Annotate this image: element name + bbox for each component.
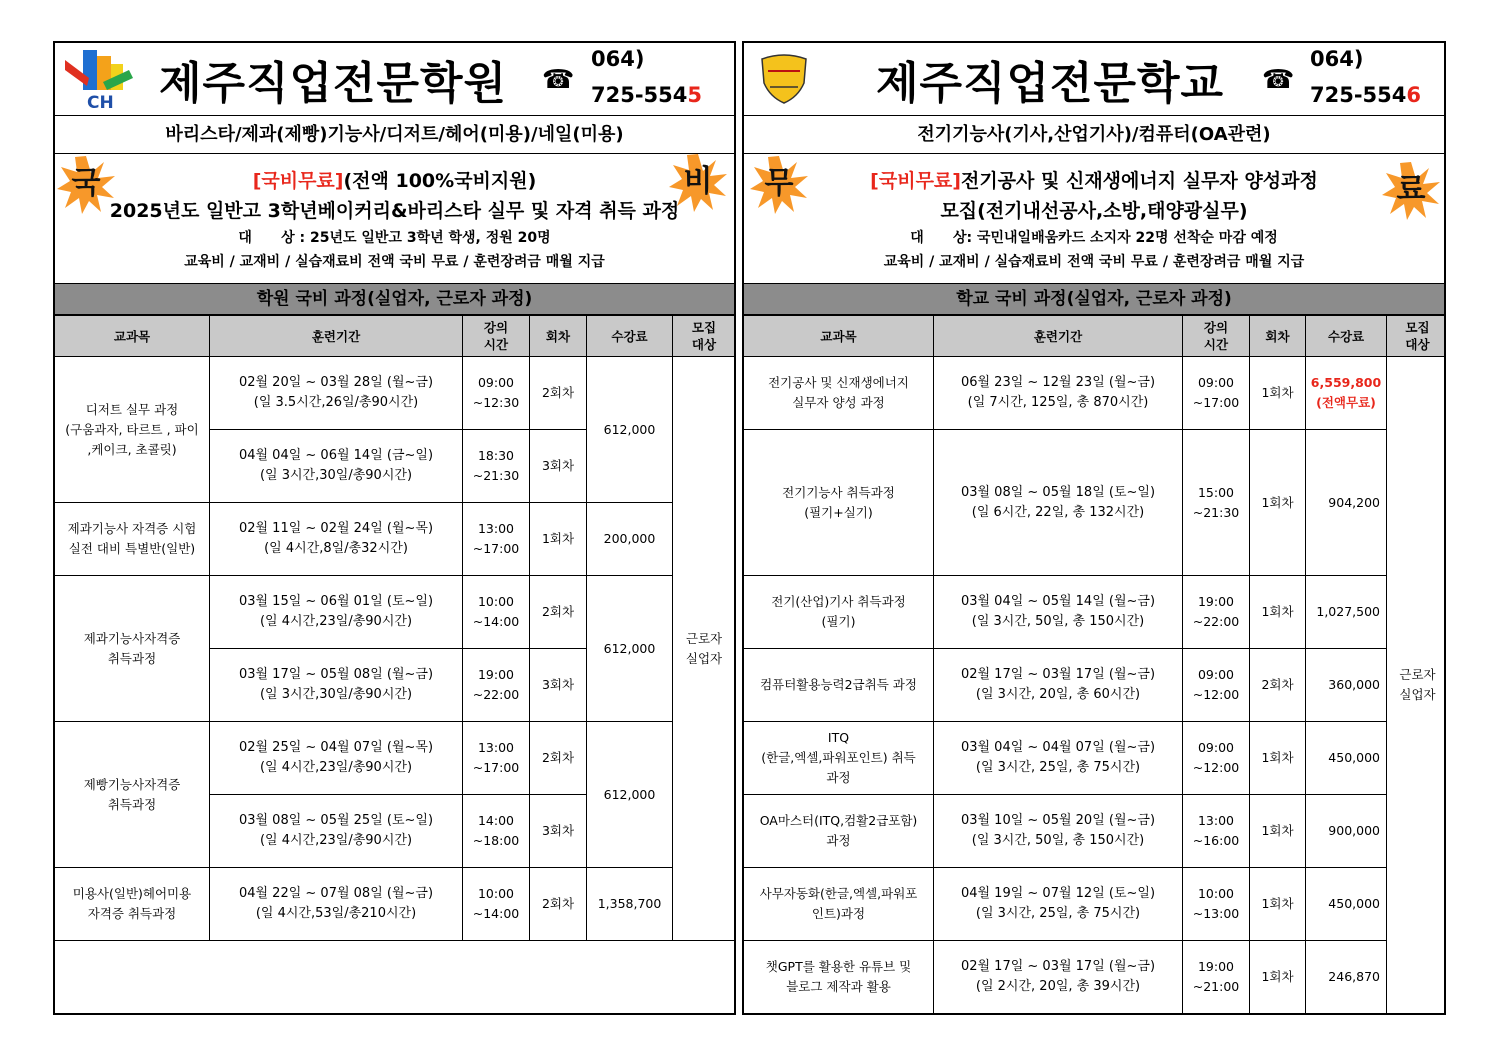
- header-target: [673, 316, 736, 357]
- fee-text: 200,000: [603, 531, 656, 546]
- target-text: 근로자: [685, 630, 723, 646]
- session-text: 3회차: [541, 823, 575, 838]
- period-cell: [934, 649, 1183, 722]
- period-text: 03월 08일 ~ 05월 25일 (토~일): [238, 813, 434, 828]
- hours-text: 13:00: [477, 521, 515, 536]
- session-cell: [1250, 941, 1306, 1014]
- header-hours-text: 강의: [483, 320, 509, 335]
- fee-text: 612,000: [603, 786, 656, 802]
- table-header-row: [55, 316, 736, 357]
- fee-text: 450,000: [1328, 896, 1380, 911]
- period-text: (일 3시간, 25일, 총 75시간): [975, 906, 1141, 921]
- academy-subjects: 바리스타/제과(제빵)기능사/디저트/헤어(미용)/네일(미용): [55, 116, 734, 154]
- header-course-text: 교과목: [820, 328, 857, 344]
- burst-badge-icon: 국: [57, 156, 115, 214]
- period-text: 04월 19일 ~ 07월 12일 (토~일): [960, 886, 1156, 901]
- hours-text: 18:30: [477, 448, 515, 463]
- table-row: [55, 503, 736, 576]
- fee-cell: [1306, 795, 1387, 868]
- hours-cell: [463, 430, 530, 503]
- course-name-cell: [744, 576, 934, 649]
- hours-cell: [1183, 576, 1250, 649]
- school-promo-benefits: 교육비 / 교재비 / 실습재료비 전액 국비 무료 / 훈련장려금 매월 지급: [883, 254, 1305, 270]
- fee-cell: [1306, 430, 1387, 576]
- session-cell: [1250, 868, 1306, 941]
- course-name: 취득과정: [107, 796, 157, 812]
- period-cell: [210, 430, 463, 503]
- fee-cell: [1306, 722, 1387, 795]
- hours-text: 14:00: [477, 813, 515, 828]
- hours-cell: [463, 722, 530, 795]
- period-cell: [934, 941, 1183, 1014]
- academy-logo-text: CH: [87, 93, 114, 110]
- period-cell: [210, 795, 463, 868]
- header-fee: [1306, 316, 1387, 357]
- course-name-cell: [744, 795, 934, 868]
- period-cell: [934, 795, 1183, 868]
- period-cell: [210, 722, 463, 795]
- course-name: 제과기능사자격증: [83, 630, 181, 646]
- hours-text: ~13:00: [1192, 906, 1240, 921]
- session-text: 1회차: [1261, 969, 1294, 984]
- hours-text: 09:00: [1197, 667, 1235, 682]
- period-text: (일 4시간,23일/총90시간): [259, 760, 413, 775]
- header-target: [1387, 316, 1447, 357]
- hours-text: ~17:00: [472, 541, 520, 556]
- academy-promo-course: 2025년도 일반고 3학년베이커리&바리스타 실무 및 자격 취득 과정: [109, 200, 680, 222]
- session-text: 2회차: [541, 385, 575, 400]
- table-row: [55, 722, 736, 795]
- hours-cell: [463, 868, 530, 941]
- period-text: (일 7시간, 125일, 총 870시간): [967, 395, 1149, 410]
- hours-text: ~17:00: [1192, 395, 1240, 410]
- course-name: 자격증 취득과정: [87, 906, 177, 921]
- session-cell: [1250, 357, 1306, 430]
- period-text: (일 3시간, 25일, 총 75시간): [975, 760, 1141, 775]
- session-cell: [530, 649, 587, 722]
- fee-cell: [587, 722, 673, 868]
- hours-text: 09:00: [477, 375, 515, 390]
- table-row: [744, 868, 1447, 941]
- target-text: 실업자: [685, 650, 723, 666]
- session-cell: [530, 795, 587, 868]
- session-cell: [1250, 430, 1306, 576]
- session-cell: [530, 430, 587, 503]
- fee-cell: [1306, 649, 1387, 722]
- hours-text: 19:00: [477, 667, 515, 682]
- phone-icon: ☎: [1262, 65, 1295, 95]
- table-row: [744, 722, 1447, 795]
- fee-text: 246,870: [1328, 969, 1380, 984]
- school-promo: [744, 154, 1444, 284]
- period-cell: [210, 868, 463, 941]
- header-period: [934, 316, 1183, 357]
- course-name: ,케이크, 초콜릿): [87, 441, 177, 457]
- course-name: 전기기능사 취득과정: [782, 484, 895, 500]
- table-row: [55, 576, 736, 649]
- hours-cell: [1183, 795, 1250, 868]
- fee-cell: [1306, 868, 1387, 941]
- course-name-cell: [55, 503, 210, 576]
- course-name-cell: [744, 430, 934, 576]
- hours-text: 10:00: [477, 886, 515, 901]
- header-course: [55, 316, 210, 357]
- period-text: (일 4시간,23일/총90시간): [259, 833, 413, 848]
- course-name: 실전 대비 특별반(일반): [68, 541, 196, 556]
- hours-cell: [1183, 722, 1250, 795]
- header-session-text: 회차: [545, 328, 571, 344]
- school-section-title: 학교 국비 과정(실업자, 근로자 과정): [744, 284, 1444, 315]
- academy-promo: [55, 154, 734, 284]
- course-name: (한글,엑셀,파워포인트) 취득: [761, 750, 916, 765]
- hours-text: ~21:30: [1192, 504, 1240, 520]
- course-name: 과정: [826, 770, 851, 785]
- session-cell: [530, 357, 587, 430]
- session-text: 2회차: [541, 750, 575, 765]
- period-text: 06월 23일 ~ 12월 23일 (월~금): [960, 375, 1156, 390]
- hours-cell: [1183, 941, 1250, 1014]
- session-cell: [1250, 722, 1306, 795]
- hours-text: ~21:00: [1192, 979, 1240, 994]
- school-title: 제주직업전문학교: [876, 58, 1225, 109]
- fee-text: 6,559,800: [1310, 375, 1382, 390]
- session-text: 1회차: [1261, 385, 1294, 400]
- target-text: 근로자: [1399, 667, 1436, 682]
- session-text: 1회차: [1261, 604, 1294, 619]
- period-text: 02월 17일 ~ 03월 17일 (월~금): [960, 959, 1156, 974]
- table-row: [744, 576, 1447, 649]
- period-cell: [210, 357, 463, 430]
- course-name-cell: [55, 722, 210, 868]
- course-name-cell: [744, 868, 934, 941]
- period-cell: [210, 503, 463, 576]
- hours-cell: [463, 795, 530, 868]
- session-cell: [1250, 795, 1306, 868]
- course-name: (필기+실기): [804, 504, 873, 520]
- academy-promo-target: 대 상 : 25년도 일반고 3학년 학생, 정원 20명: [238, 230, 551, 246]
- hours-text: 19:00: [1197, 959, 1235, 974]
- course-name-cell: [744, 722, 934, 795]
- header-fee-text: 수강료: [611, 328, 648, 344]
- period-text: 04월 04일 ~ 06월 14일 (금~일): [238, 448, 434, 463]
- course-name: 인트)과정: [811, 906, 866, 921]
- course-name: 전기공사 및 신재생에너지: [768, 375, 909, 390]
- hours-cell: [1183, 430, 1250, 576]
- session-text: 1회차: [1261, 494, 1294, 510]
- fee-cell: [1306, 576, 1387, 649]
- fee-text: 1,358,700: [597, 896, 662, 911]
- course-name-cell: [55, 357, 210, 503]
- session-text: 1회차: [1261, 750, 1294, 765]
- fee-text: 612,000: [603, 640, 656, 656]
- course-name-cell: [744, 357, 934, 430]
- course-name: 실무자 양성 과정: [792, 395, 885, 410]
- header-target-text: 모집: [1405, 320, 1430, 335]
- academy-promo-headline: [국비무료](전액 100%국비지원): [252, 170, 537, 192]
- school-phone-area: 064): [1310, 47, 1364, 71]
- period-text: 03월 04일 ~ 04월 07일 (월~금): [960, 740, 1156, 755]
- period-text: (일 6시간, 22일, 총 132시간): [971, 504, 1145, 520]
- course-name-cell: [744, 941, 934, 1014]
- hours-text: 09:00: [1197, 740, 1235, 755]
- session-text: 3회차: [541, 458, 575, 473]
- fee-text: 450,000: [1328, 750, 1380, 765]
- period-cell: [934, 868, 1183, 941]
- course-name: 디저트 실무 과정: [85, 401, 179, 417]
- course-name: 제빵기능사자격증: [83, 776, 181, 792]
- school-emblem-icon: [758, 53, 810, 105]
- course-name-cell: [55, 576, 210, 722]
- table-header-row: [744, 316, 1447, 357]
- course-name-cell: [55, 868, 210, 941]
- hours-cell: [1183, 649, 1250, 722]
- hours-cell: [463, 649, 530, 722]
- course-name: (필기): [821, 614, 856, 629]
- period-text: 02월 17일 ~ 03월 17일 (월~금): [960, 667, 1156, 682]
- target-cell: [1387, 357, 1447, 1014]
- period-text: (일 3시간, 50일, 총 150시간): [971, 833, 1145, 848]
- period-cell: [934, 722, 1183, 795]
- header-session: [530, 316, 587, 357]
- target-text: 실업자: [1399, 687, 1436, 702]
- hours-text: 09:00: [1197, 375, 1235, 390]
- hours-cell: [1183, 357, 1250, 430]
- header-period: [210, 316, 463, 357]
- hours-text: 15:00: [1197, 484, 1235, 500]
- school-panel: [742, 41, 1446, 1015]
- period-text: (일 3시간,30일/총90시간): [259, 468, 413, 483]
- phone-icon: ☎: [542, 65, 575, 95]
- hours-text: 19:00: [1197, 594, 1235, 609]
- course-name: 과정: [826, 833, 851, 848]
- academy-phone-last-digit: 5: [687, 83, 703, 107]
- session-text: 1회차: [541, 531, 575, 546]
- period-text: (일 3시간, 20일, 총 60시간): [975, 687, 1141, 702]
- hours-text: ~22:00: [472, 687, 520, 702]
- session-cell: [1250, 576, 1306, 649]
- course-name: (구움과자, 타르트 , 파이: [65, 421, 199, 437]
- header-hours: [463, 316, 530, 357]
- period-cell: [934, 576, 1183, 649]
- header-hours: [1183, 316, 1250, 357]
- header-fee: [587, 316, 673, 357]
- table-row: [55, 357, 736, 430]
- fee-cell: [587, 357, 673, 503]
- header-hours-text: 강의: [1203, 320, 1229, 335]
- hours-text: ~12:00: [1192, 687, 1240, 702]
- period-text: (일 3시간, 50일, 총 150시간): [971, 614, 1145, 629]
- fee-cell: [587, 576, 673, 722]
- session-text: 1회차: [1261, 823, 1294, 838]
- header-course-text: 교과목: [113, 328, 151, 344]
- period-cell: [210, 576, 463, 649]
- session-cell: [530, 576, 587, 649]
- hours-text: ~12:00: [1192, 760, 1240, 775]
- period-text: 03월 10일 ~ 05월 20일 (월~금): [960, 813, 1156, 828]
- academy-logo-icon: [63, 48, 137, 110]
- session-cell: [530, 868, 587, 941]
- table-row: [744, 357, 1447, 430]
- header-target-text: 대상: [1405, 337, 1430, 352]
- table-row: [744, 430, 1447, 576]
- period-text: 02월 20일 ~ 03월 28일 (월~금): [238, 375, 434, 390]
- course-name-cell: [744, 649, 934, 722]
- session-cell: [530, 722, 587, 795]
- hours-text: ~22:00: [1192, 614, 1240, 629]
- fee-text: (전액무료): [1316, 395, 1376, 410]
- period-text: (일 2시간, 20일, 총 39시간): [975, 979, 1141, 994]
- school-promo-course: 모집(전기내선공사,소방,태양광실무): [940, 200, 1248, 222]
- fee-text: 360,000: [1328, 677, 1380, 692]
- header-hours-text: 시간: [1203, 337, 1229, 352]
- fee-cell: [587, 503, 673, 576]
- session-text: 2회차: [541, 604, 575, 619]
- header-session: [1250, 316, 1306, 357]
- session-cell: [530, 503, 587, 576]
- period-text: 03월 17일 ~ 05월 08일 (월~금): [238, 667, 434, 682]
- hours-cell: [463, 576, 530, 649]
- hours-text: ~12:30: [472, 395, 520, 410]
- header-period-text: 훈련기간: [1033, 328, 1083, 344]
- course-name: 컴퓨터활용능력2급취득 과정: [760, 677, 917, 692]
- hours-cell: [463, 503, 530, 576]
- fee-cell: [587, 868, 673, 941]
- table-row: [55, 868, 736, 941]
- period-cell: [934, 357, 1183, 430]
- hours-text: 13:00: [1197, 813, 1235, 828]
- period-text: 02월 25일 ~ 04월 07일 (월~목): [238, 740, 434, 755]
- hours-text: ~18:00: [472, 833, 520, 848]
- period-cell: [210, 649, 463, 722]
- hours-text: ~14:00: [472, 614, 520, 629]
- course-name: 제과기능사 자격증 시험: [67, 521, 197, 536]
- school-course-table: [743, 315, 1446, 1014]
- session-text: 1회차: [1261, 896, 1294, 911]
- course-name: ITQ: [827, 730, 850, 745]
- academy-section-title: 학원 국비 과정(실업자, 근로자 과정): [55, 284, 734, 315]
- period-text: (일 4시간,53일/총210시간): [255, 906, 417, 921]
- fee-text: 1,027,500: [1316, 604, 1380, 619]
- school-phone-last-digit: 6: [1406, 83, 1422, 107]
- period-text: 04월 22일 ~ 07월 08일 (월~금): [238, 886, 434, 901]
- burst-badge-icon: 료: [1382, 162, 1440, 220]
- hours-cell: [463, 357, 530, 430]
- period-text: (일 3.5시간,26일/총90시간): [253, 395, 419, 410]
- course-name: 블로그 제작과 활용: [786, 979, 891, 994]
- table-row: [744, 649, 1447, 722]
- school-promo-headline: [국비무료]전기공사 및 신재생에너지 실무자 양성과정: [870, 170, 1318, 192]
- session-text: 2회차: [1261, 677, 1294, 692]
- burst-badge-icon: 무: [750, 156, 808, 214]
- table-row: [744, 795, 1447, 868]
- school-subjects: 전기기능사(기사,산업기사)/컴퓨터(OA관련): [744, 116, 1444, 154]
- school-header: [744, 43, 1444, 116]
- hours-text: ~21:30: [472, 468, 520, 483]
- school-phone-number: 725-5546: [1310, 83, 1422, 107]
- table-row: [744, 941, 1447, 1014]
- period-text: (일 4시간,23일/총90시간): [259, 614, 413, 629]
- hours-text: ~14:00: [472, 906, 520, 921]
- fee-cell: [1306, 941, 1387, 1014]
- academy-phone-area: 064): [591, 47, 645, 71]
- fee-cell: [1306, 357, 1387, 430]
- burst-badge-icon: 비: [669, 154, 727, 212]
- hours-cell: [1183, 868, 1250, 941]
- session-text: 3회차: [541, 677, 575, 692]
- header-target-text: 모집: [691, 320, 717, 335]
- course-name: 전기(산업)기사 취득과정: [771, 594, 906, 609]
- target-cell: [673, 357, 736, 941]
- header-target-text: 대상: [691, 337, 717, 352]
- period-text: 03월 08일 ~ 05월 18일 (토~일): [960, 484, 1156, 500]
- header-session-text: 회차: [1265, 328, 1290, 344]
- course-name: 취득과정: [107, 650, 157, 666]
- academy-promo-benefits: 교육비 / 교재비 / 실습재료비 전액 국비 무료 / 훈련장려금 매월 지급: [184, 254, 605, 270]
- course-name: 사무자동화(한글,엑셀,파워포: [759, 886, 918, 901]
- academy-header: [55, 43, 734, 116]
- period-cell: [934, 430, 1183, 576]
- fee-text: 612,000: [603, 421, 656, 437]
- hours-text: ~17:00: [472, 760, 520, 775]
- header-course: [744, 316, 934, 357]
- period-text: 03월 04일 ~ 05월 14일 (월~금): [960, 594, 1156, 609]
- academy-phone-number: 725-5545: [591, 83, 703, 107]
- course-name: 챗GPT를 활용한 유튜브 및: [765, 959, 912, 974]
- header-fee-text: 수강료: [1327, 328, 1365, 344]
- course-name: 미용사(일반)헤어미용: [72, 886, 192, 901]
- period-text: (일 3시간,30일/총90시간): [259, 687, 413, 702]
- academy-title: 제주직업전문학원: [159, 58, 508, 109]
- hours-text: ~16:00: [1192, 833, 1240, 848]
- session-cell: [1250, 649, 1306, 722]
- header-hours-text: 시간: [483, 337, 509, 352]
- hours-text: 13:00: [477, 740, 515, 755]
- academy-panel: [53, 41, 736, 1015]
- course-name: OA마스터(ITQ,컴활2급포함): [759, 813, 918, 828]
- academy-course-table: [54, 315, 736, 941]
- fee-text: 904,200: [1328, 494, 1380, 510]
- period-text: 03월 15일 ~ 06월 01일 (토~일): [238, 594, 434, 609]
- header-period-text: 훈련기간: [311, 328, 361, 344]
- fee-text: 900,000: [1328, 823, 1380, 838]
- school-promo-target: 대 상: 국민내일배움카드 소지자 22명 선착순 마감 예정: [910, 230, 1278, 246]
- period-text: 02월 11일 ~ 02월 24일 (월~목): [238, 521, 434, 536]
- hours-text: 10:00: [477, 594, 515, 609]
- hours-text: 10:00: [1197, 886, 1235, 901]
- period-text: (일 4시간,8일/총32시간): [264, 541, 408, 556]
- session-text: 2회차: [541, 896, 575, 911]
